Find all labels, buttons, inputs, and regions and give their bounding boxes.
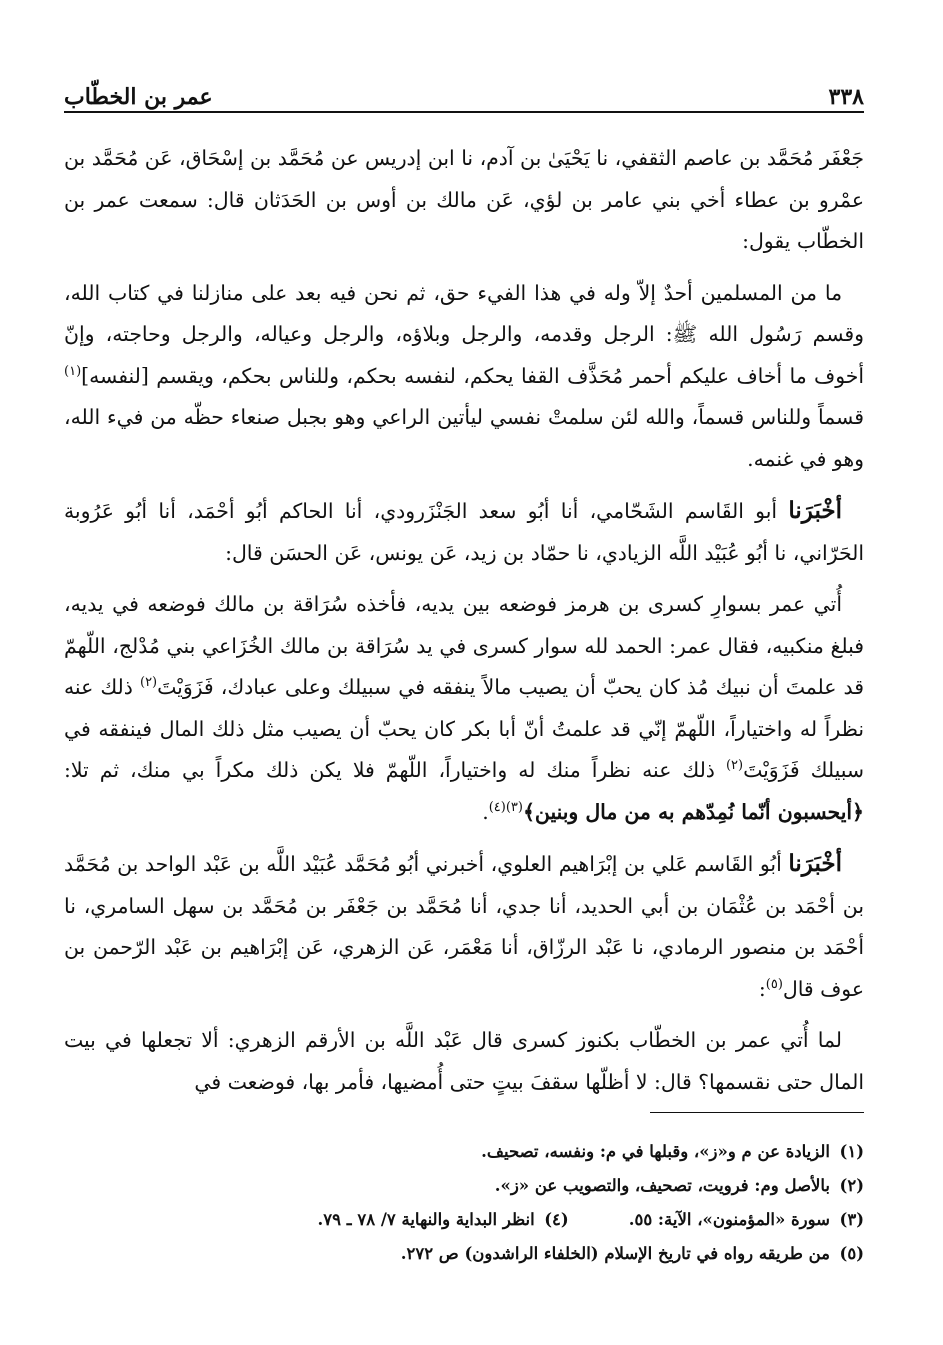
page-number: ٣٣٨ xyxy=(828,84,864,110)
footnote-ref[interactable]: (٥) xyxy=(765,976,783,992)
paragraph-hadith-3: لما أُتي عمر بن الخطّاب بكنوز كسرى قال عَبْد اللَّه بن الأرقم الزهري: ألا تجعلها في بيت المال حتى نقسمها؟ قال: لا أظلّها سقفَ بيتٍ حتى أُمضيها، فأمر بها، فوضعت في xyxy=(64,1028,864,1094)
footnote-ref[interactable]: (٣)(٤) xyxy=(488,799,523,815)
footnote-3: (٣)سورة «المؤمنون»، الآية: ٥٥. xyxy=(628,1210,864,1229)
akhbarana-lead: أخْبَرَنا xyxy=(788,850,842,877)
running-title: عمر بن الخطّاب xyxy=(64,84,213,110)
footnote-4: (٤)انظر البداية والنهاية ٧/ ٧٨ ـ ٧٩. xyxy=(317,1210,569,1229)
footnotes xyxy=(120,1135,864,1271)
footnote-1: (١)الزيادة عن م و«ز»، وقبلها في م: ونفسه، تصحيف. xyxy=(481,1142,864,1161)
paragraph-hadith-1: ما من المسلمين أحدٌ إلاّ وله في هذا الفيء حق، ثم نحن فيه بعد على منازلنا في كتاب الله، وقسم رَسُول الله ﷺ: الرجل وقدمه، والرجل وبلاؤه، والرجل وعياله، والرجل وحاجته، وإنّ أخوف ما أخاف عليكم أحمر مُحَذَّف القفا يحكم، لنفسه بحكم، وللناس بحكم، ويقسم [لنفسه]$^{(١)}$ قسماً وللناس قسماً، والله لئن سلمتْ نفسي ليأتين الراعي وهو بجبل صنعاء حظّه من فيء الله، وهو في غنمه. xyxy=(64,280,864,471)
paragraph-isnad-3: أخْبَرَنا أبُو القَاسم عَلي بن إبْرَاهيم العلوي، أخبرني أبُو مُحَمَّد عُبَيْد اللَّه بن عَبْد الواحد بن مُحَمَّد بن أحْمَد بن عُثْمَان بن أبي الحديد، أنا جدي، أنا مُحَمَّد بن جَعْفَر بن مُحَمَّد بن سهل السامري، نا أحْمَد بن منصور الرمادي، نا عَبْد الرزّاق، أنا مَعْمَر، عَن الزهري، عَن إبْرَاهيم بن عَبْد الرّحمن بن عوف قال$^{(٥)}$: xyxy=(64,850,864,1001)
footnote-ref[interactable]: (٢) xyxy=(139,675,158,691)
paragraph-hadith-2: أُتي عمر بسوارِ كسرى بن هرمز فوضعه بين يديه، فأخذه سُرَاقة بن مالك فوضعه في يديه، فبلغ منكبيه، فقال عمر: الحمد لله سوار كسرى في يد سُرَاقة بن مالك الخُزَاعي بني مُدْلج، اللّهمّ قد علمتَ أن نبيك مُذ كان يحبّ أن يصيب مالاً ينفقه في سبيلك وعلى عبادك، فَزَوَيْتَ$^{(٢)}$ ذلك عنه نظراً له واختياراً، اللّهمّ إنّي قد علمتُ أنّ أبا بكر كان يحبّ أن يصيب مثل ذلك المال فينفقه في سبيلك فَزَوَيْتَ$^{(٢)}$ ذلك عنه نظراً منك له واختياراً، اللّهمّ فلا يكن ذلك مكراً بي منك، ثم تلا: ﴿أيحسبون أنّما نُمِدّهم به من مال وبنين﴾$^{(٣)(٤)}$. xyxy=(64,592,864,824)
header-rule xyxy=(64,111,864,113)
footnote-5: (٥)من طريقه رواه في تاريخ الإسلام (الخلفاء الراشدون) ص ٢٧٢. xyxy=(400,1244,864,1263)
paragraph-isnad-1: جَعْفَر مُحَمَّد بن عاصم الثقفي، نا يَحْيَىٰ بن آدم، نا ابن إدريس عن مُحَمَّد بن إسْحَاق، عَن مُحَمَّد بن عمْرو بن عطاء أخي بني عامر بن لؤي، عَن مالك بن أوس بن الحَدَثان قال: سمعت عمر بن الخطّاب يقول: xyxy=(64,146,864,253)
page-header xyxy=(64,76,864,110)
quran-verse: ﴿أيحسبون أنّما نُمِدّهم به من مال وبنين﴾ xyxy=(522,799,864,824)
footnote-2: (٢)بالأصل وم: فرويت، تصحيف، والتصويب عن «ز». xyxy=(494,1176,864,1195)
footnote-rule xyxy=(650,1112,864,1113)
footnote-row-3-4 xyxy=(120,1203,864,1237)
footnote-ref[interactable]: (١) xyxy=(64,363,82,379)
footnote-ref[interactable]: (٢) xyxy=(725,758,744,774)
main-text xyxy=(64,138,864,1113)
paragraph-isnad-2: أخْبَرَنا أبو القَاسم الشَحّامي، أنا أبُو سعد الجَنْزَرودي، أنا الحاكم أبُو أحْمَد، أنا أبُو عَرُوبة الحَرّاني، نا أبُو عُبَيْد اللَّه الزيادي، نا حمّاد بن زيد، عَن يونس، عَن الحسَن قال: xyxy=(64,497,864,565)
akhbarana-lead: أخْبَرَنا xyxy=(788,497,842,524)
